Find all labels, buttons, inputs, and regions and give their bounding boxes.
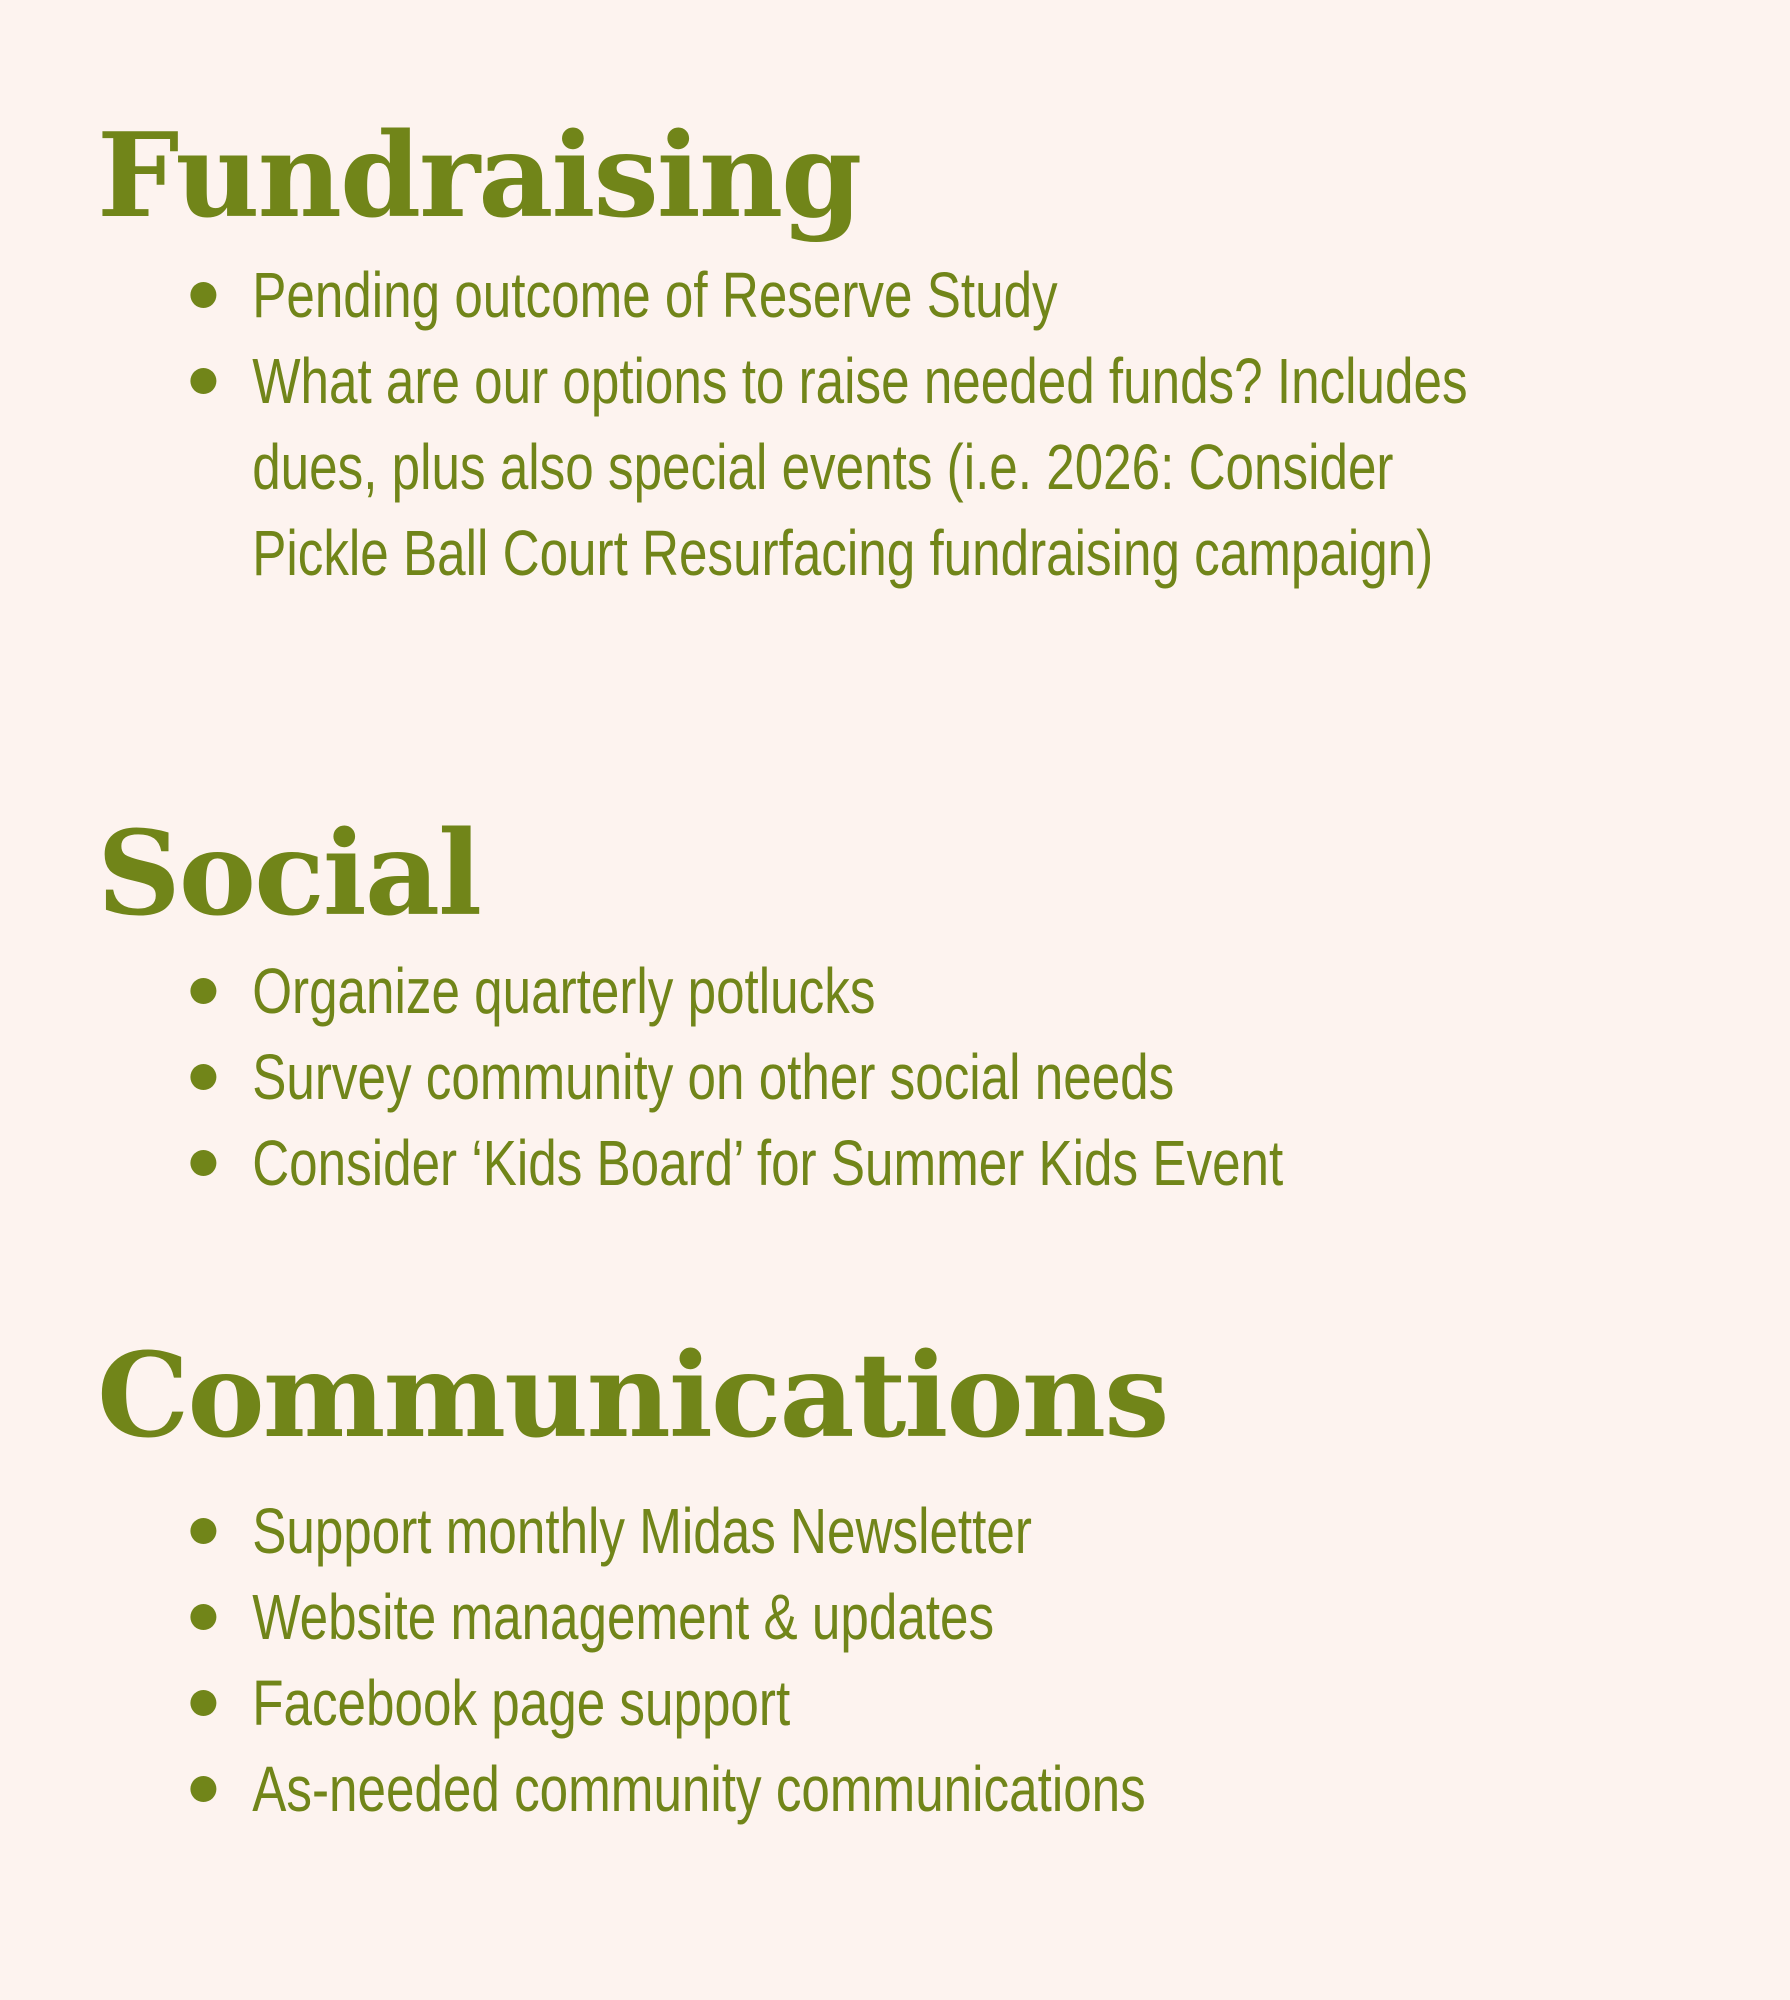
- bullet-icon: [190, 282, 216, 308]
- list-item: [97, 1660, 1532, 1746]
- bullet-icon: [190, 1064, 216, 1090]
- bullet-icon: [190, 1604, 216, 1630]
- list-item-text: Organize quarterly potlucks: [252, 955, 876, 1027]
- list-item-text: As-needed community communications: [252, 1753, 1146, 1825]
- bullet-icon: [190, 1518, 216, 1544]
- list-item-text: Support monthly Midas Newsletter: [252, 1495, 1032, 1567]
- list-item: [97, 1120, 1532, 1206]
- bullet-icon: [190, 978, 216, 1004]
- bullet-icon: [190, 368, 216, 394]
- bullet-icon: [190, 1776, 216, 1802]
- section-social: [97, 806, 1697, 1206]
- list-item-text: Website management & updates: [252, 1581, 995, 1653]
- bullet-list: [97, 1488, 1697, 1832]
- list-item-text: Survey community on other social needs: [252, 1041, 1175, 1113]
- list-item: [97, 948, 1532, 1034]
- list-item: [97, 252, 1532, 338]
- list-item-text: Pending outcome of Reserve Study: [252, 259, 1058, 331]
- bullet-icon: [190, 1150, 216, 1176]
- section-heading: Social: [97, 806, 481, 942]
- list-item-text: What are our options to raise needed funds? Includes dues, plus also special events (i.e. 2026: Consider Pickle Ball Court Resurfacing fundraising campaign): [252, 345, 1468, 589]
- list-item-text: Consider ‘Kids Board’ for Summer Kids Event: [252, 1127, 1284, 1199]
- list-item: [97, 1034, 1532, 1120]
- bullet-icon: [190, 1690, 216, 1716]
- section-communications: [97, 1328, 1697, 1832]
- list-item-text: Facebook page support: [252, 1667, 791, 1739]
- section-fundraising: [97, 108, 1697, 596]
- bullet-list: [97, 948, 1697, 1206]
- list-item: [97, 338, 1532, 596]
- section-heading: Communications: [97, 1328, 1168, 1464]
- bullet-list: [97, 252, 1697, 596]
- list-item: [97, 1574, 1532, 1660]
- list-item: [97, 1488, 1532, 1574]
- section-heading: Fundraising: [97, 108, 861, 244]
- list-item: [97, 1746, 1532, 1832]
